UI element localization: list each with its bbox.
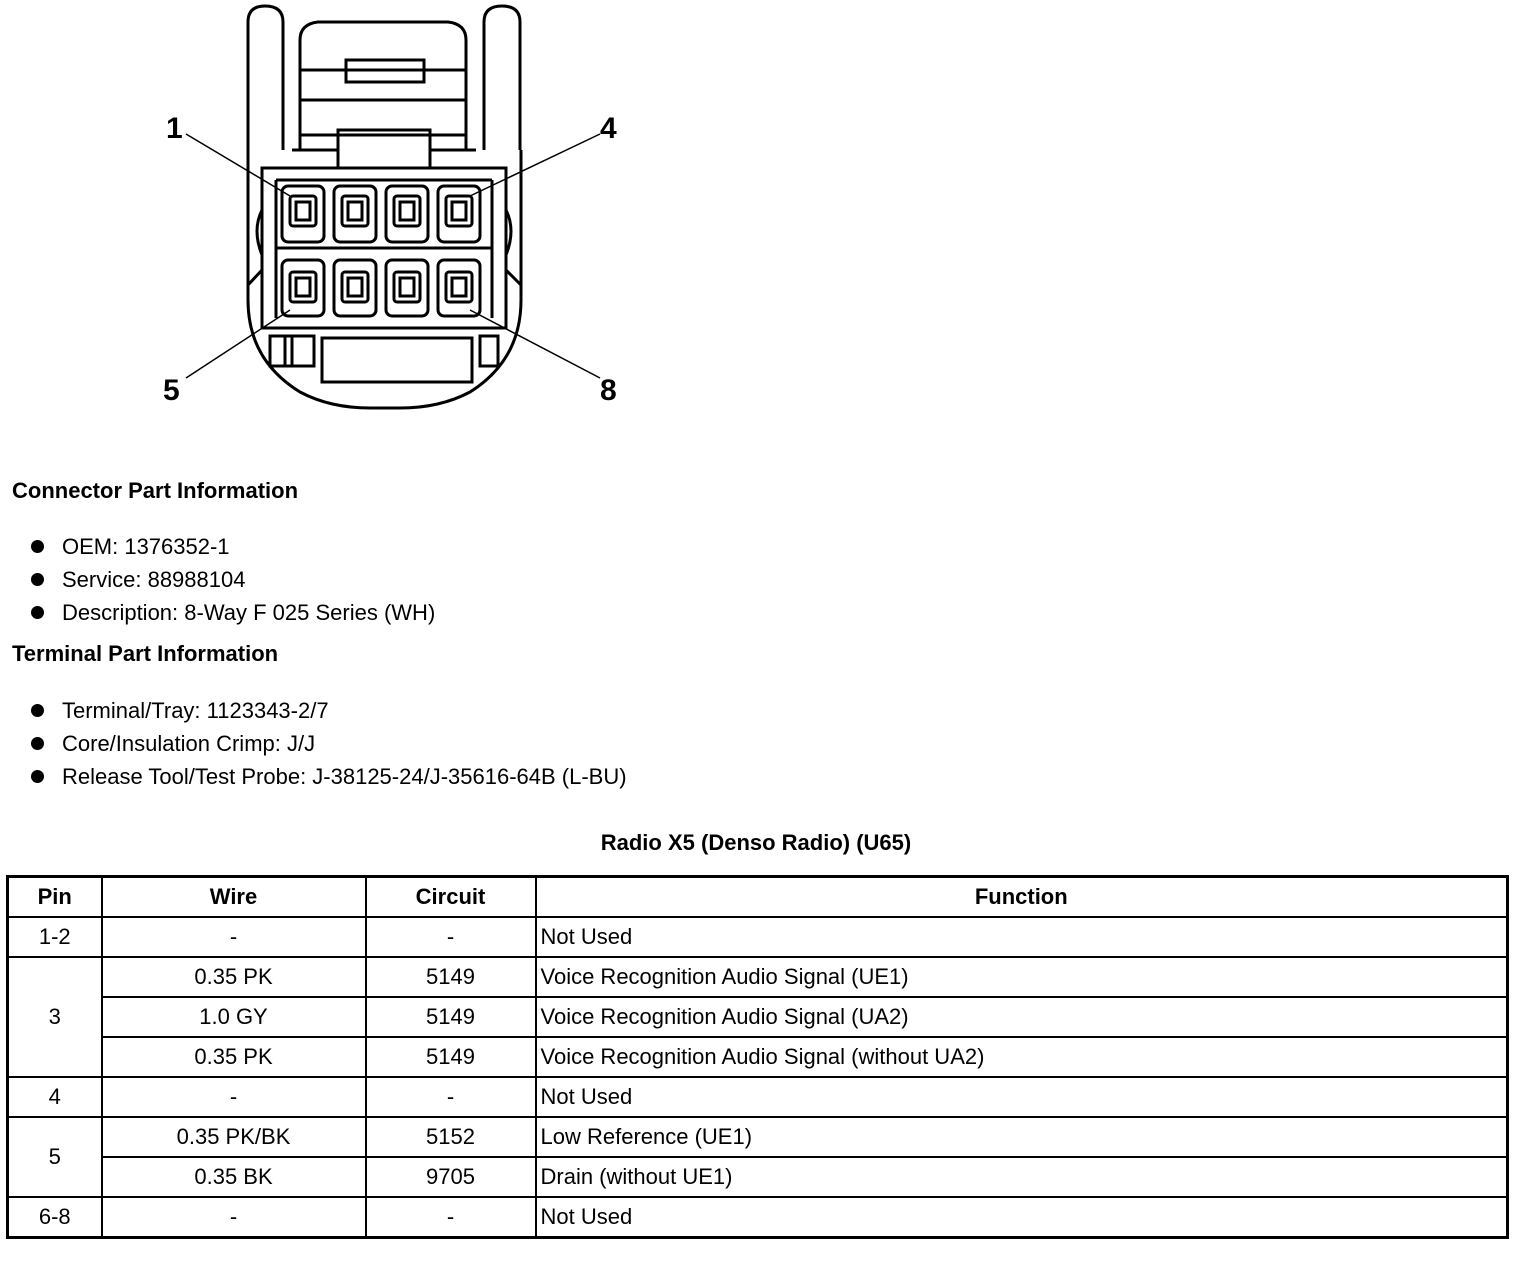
circuit-cell: - [366, 1197, 536, 1238]
list-item: OEM: 1376352-1 [28, 530, 435, 563]
circuit-cell: 5149 [366, 1037, 536, 1077]
function-cell: Not Used [536, 1197, 1508, 1238]
wire-cell: 1.0 GY [102, 997, 366, 1037]
table-row [8, 1077, 1508, 1117]
callout-pin-1: 1 [166, 112, 183, 145]
circuit-cell: - [366, 917, 536, 957]
connector-info-list [28, 530, 435, 629]
pinout-table [6, 875, 1509, 1239]
list-item: Core/Insulation Crimp: J/J [28, 727, 627, 760]
bottom-label-window [322, 338, 472, 382]
pin-cell: 6-8 [8, 1197, 102, 1238]
circuit-cell: 9705 [366, 1157, 536, 1197]
list-item: Release Tool/Test Probe: J-38125-24/J-35616-64B (L-BU) [28, 760, 627, 793]
function-cell: Drain (without UE1) [536, 1157, 1508, 1197]
wire-cell: - [102, 1077, 366, 1117]
wire-cell: 0.35 BK [102, 1157, 366, 1197]
function-cell: Voice Recognition Audio Signal (without UA2) [536, 1037, 1508, 1077]
wire-cell: - [102, 1197, 366, 1238]
table-header-row [8, 877, 1508, 918]
callout-pin-8: 8 [600, 374, 617, 407]
table-row [8, 917, 1508, 957]
function-cell: Not Used [536, 917, 1508, 957]
terminal-cavity-2 [334, 186, 376, 242]
terminal-info-title: Terminal Part Information [12, 641, 279, 666]
connector-info-title: Connector Part Information [12, 478, 299, 503]
function-cell: Not Used [536, 1077, 1508, 1117]
list-item: Terminal/Tray: 1123343-2/7 [28, 694, 627, 727]
circuit-cell: - [366, 1077, 536, 1117]
function-cell: Low Reference (UE1) [536, 1117, 1508, 1157]
callout-pin-4: 4 [600, 112, 617, 145]
terminal-info-list [28, 694, 627, 793]
leader-line-8 [470, 310, 600, 378]
table-row [8, 1037, 1508, 1077]
bullet-icon [31, 737, 44, 750]
header-circuit: Circuit [366, 877, 536, 918]
left-latch-arm [248, 6, 283, 150]
terminal-cavity-6 [334, 260, 376, 316]
callout-pin-5: 5 [163, 374, 180, 407]
list-item: Service: 88988104 [28, 563, 435, 596]
leader-line-1 [186, 134, 290, 196]
bullet-icon [31, 540, 44, 553]
terminal-cavity-8 [438, 260, 480, 316]
circuit-cell: 5152 [366, 1117, 536, 1157]
pin-cell: 5 [8, 1117, 102, 1197]
table-row [8, 1197, 1508, 1238]
right-latch-arm [484, 6, 520, 150]
wire-cell: 0.35 PK [102, 1037, 366, 1077]
wire-cell: - [102, 917, 366, 957]
bullet-icon [31, 704, 44, 717]
leader-line-4 [470, 134, 600, 196]
table-row [8, 1117, 1508, 1157]
pin-cell: 3 [8, 957, 102, 1077]
list-item: Description: 8-Way F 025 Series (WH) [28, 596, 435, 629]
bottom-right-key [480, 336, 498, 366]
connector-diagram [0, 0, 700, 430]
leader-line-5 [186, 310, 290, 378]
pin-cell: 1-2 [8, 917, 102, 957]
header-function: Function [536, 877, 1508, 918]
table-row [8, 1157, 1508, 1197]
terminal-cavity-3 [386, 186, 428, 242]
wire-cell: 0.35 PK/BK [102, 1117, 366, 1157]
function-cell: Voice Recognition Audio Signal (UA2) [536, 997, 1508, 1037]
header-wire: Wire [102, 877, 366, 918]
bullet-icon [31, 606, 44, 619]
circuit-cell: 5149 [366, 997, 536, 1037]
table-row [8, 997, 1508, 1037]
bullet-icon [31, 573, 44, 586]
pin-cell: 4 [8, 1077, 102, 1117]
bullet-icon [31, 770, 44, 783]
terminal-cavity-5 [282, 260, 324, 316]
terminal-cavity-7 [386, 260, 428, 316]
function-cell: Voice Recognition Audio Signal (UE1) [536, 957, 1508, 997]
table-title: Radio X5 (Denso Radio) (U65) [600, 830, 912, 855]
table-row [8, 957, 1508, 997]
circuit-cell: 5149 [366, 957, 536, 997]
header-pin: Pin [8, 877, 102, 918]
wire-cell: 0.35 PK [102, 957, 366, 997]
